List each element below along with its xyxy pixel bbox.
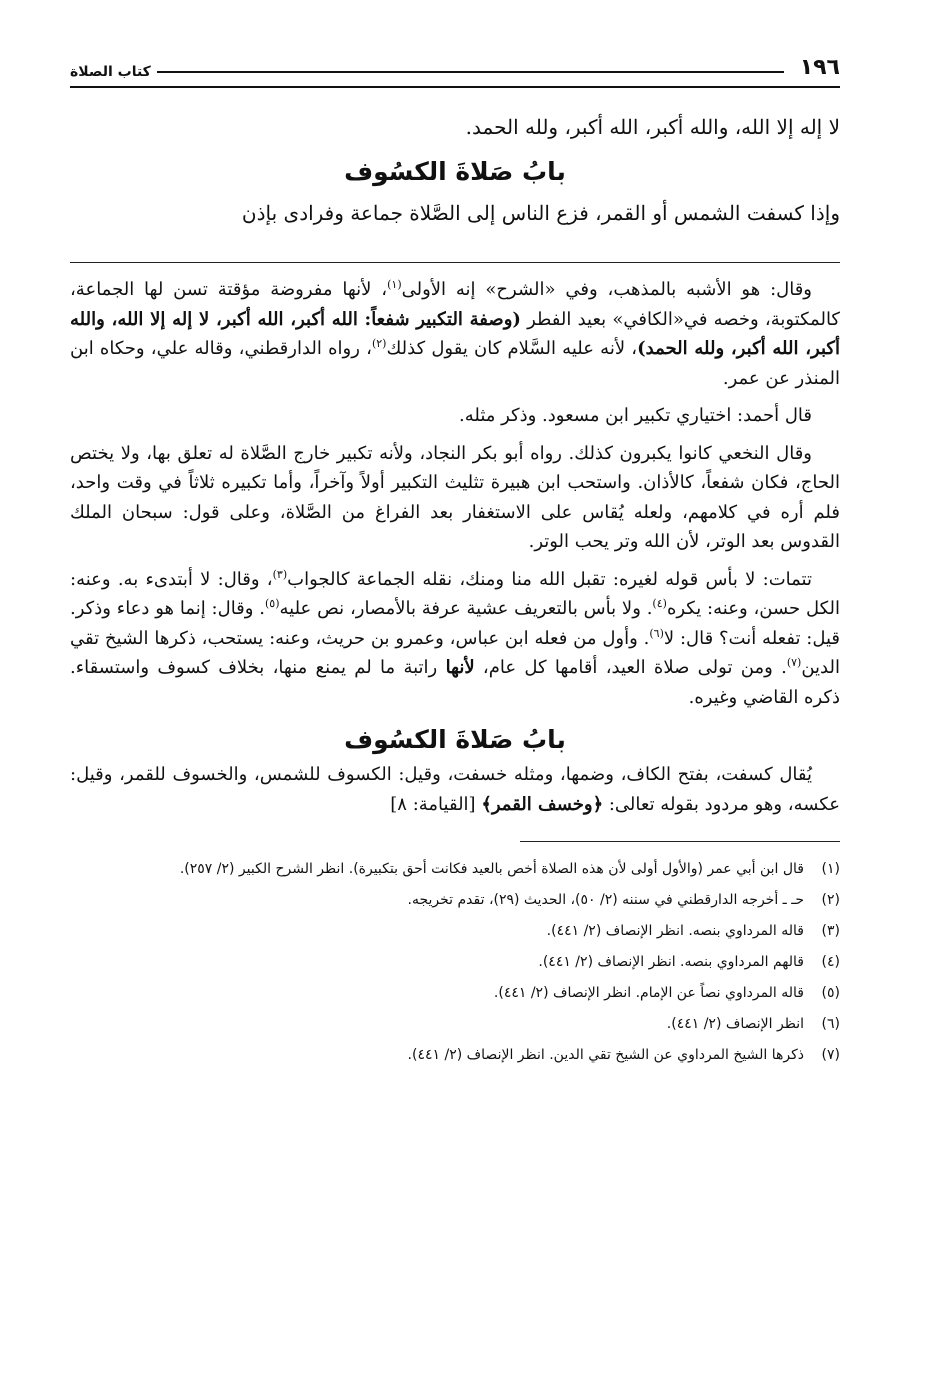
footnote-item [70,885,840,916]
commentary-paragraph-5 [70,760,840,819]
footnote-text: قاله المرداوي بنصه. انظر الإنصاف (٢/ ٤٤١). [546,923,804,939]
text-run: . ومن تولى صلاة العيد، أقامها كل عام، [474,657,787,678]
footnote-ref-6[interactable]: (٦) [649,626,664,640]
footnote-text: قاله المرداوي نصاً عن الإمام. انظر الإنصاف (٢/ ٤٤١). [493,985,804,1001]
text-run: . وأول من فعله ابن عباس، وعمرو بن حريث، وعنه: يستحب، ذكرها الشيخ تقي الدين [70,627,840,678]
footnote-text: قالهم المرداوي بنصه. انظر الإنصاف (٢/ ٤٤١). [538,954,804,970]
chapter-heading-eclipse: بابُ صَلاةَ الكسُوف [344,157,566,186]
footnote-ref-2[interactable]: (٢) [371,337,387,350]
header-rule [157,71,784,73]
matn-line-1: لا إله إلا الله، والله أكبر، الله أكبر، ولله الحمد. [465,115,840,139]
footnote-item [70,854,840,885]
footnote-number: (٥) [821,985,840,1001]
text-run: وقال: هو الأشبه بالمذهب، وفي «الشرح» إنه الأولى [401,279,812,300]
footnote-item [70,1009,840,1040]
footnote-ref-1[interactable]: (١) [387,278,402,291]
quran-quote: ﴿وخسف القمر﴾ [481,793,604,815]
footnote-text: قال ابن أبي عمر (والأول أولى لأن هذه الصلاة أخص بالعيد فكانت أحق بتكبيرة). انظر الشرح الكبير (٢/ ٢٥٧). [179,861,804,877]
book-page [70,52,840,1342]
main-text [70,106,840,234]
running-title: كتاب الصلاة [70,64,151,80]
footnote-ref-7[interactable]: (٧) [786,656,802,669]
commentary [70,275,840,819]
text-run: تتمات: لا بأس قوله لغيره: تقبل الله منا ومنك، نقله الجماعة كالجواب [287,568,812,590]
commentary-chapter-heading: بابُ صَلاةَ الكسُوف [344,725,566,754]
footnote-text: انظر الإنصاف (٢/ ٤٤١). [666,1016,804,1032]
matn-line-2: وإذا كسفت الشمس أو القمر، فزع الناس إلى الصَّلاة جماعة وفرادى بإذن [241,201,840,225]
commentary-paragraph-1 [70,275,840,393]
commentary-divider [70,262,840,263]
footnote-number: (٦) [821,1016,840,1032]
text-run: . ولا بأس بالتعريف عشية عرفة بالأمصار، نص عليه [279,598,653,619]
footnote-item [70,947,840,978]
footnote-divider [520,841,840,842]
footnote-item [70,978,840,1009]
footnote-ref-3[interactable]: (٣) [272,567,288,581]
text-run: يُقال كسفت، بفتح الكاف، وضمها، ومثله خسفت، وقيل: الكسوف للشمس، والخسوف للقمر، وقيل: عكسه، وهو مردود بقوله تعالى: [70,764,840,815]
header-divider [70,86,840,88]
commentary-paragraph-3: وقال النخعي كانوا يكبرون كذلك. رواه أبو بكر النجاد، ولأنه تكبير خارج الصَّلاة له تعلق بها، ولا يختص الحاج، فكان شفعاً، كالأذان. واستحب ابن هبيرة تثليث التكبير أولاً وآخراً، وأما تكبيره ثلاثاً في وقت واحد، فلم أره في كلامهم، ولعله يُقاس على الاستغفار بعد الفراغ من الصَّلاة، وعلى قول: سبحان الملك القدوس بعد الوتر، لأن الله وتر يحب الوتر. [70,442,840,552]
text-run: ، لأنها مفروضة مؤقتة تسن لها الجماعة، كالمكتوبة، وخصه في«الكافي» بعيد الفطر [70,279,840,330]
text-run: ، لأنه عليه السَّلام كان يقول كذلك [386,338,638,359]
footnote-number: (٢) [821,892,840,908]
footnote-item [70,916,840,947]
page-header [70,52,840,80]
commentary-paragraph-2: قال أحمد: اختياري تكبير ابن مسعود. وذكر مثله. [458,405,812,426]
text-run: ، وقال: لا أبتدىء به. وعنه: الكل حسن، وعنه: يكره [70,568,840,619]
takbir-formula: (وصفة التكبير شفعاً: الله أكبر، الله أكبر، لا إله إلا الله، والله أكبر، الله أكبر، ولله الحمد) [70,308,840,359]
footnote-number: (٧) [821,1047,840,1063]
footnote-item [70,1040,840,1071]
footnote-number: (٤) [821,954,840,970]
footnotes [70,854,840,1071]
text-run: ، رواه الدارقطني، وقاله علي، وحكاه ابن المنذر عن عمر. [70,338,840,389]
footnote-text: ذكرها الشيخ المرداوي عن الشيخ تقي الدين. انظر الإنصاف (٢/ ٤٤١). [407,1047,804,1063]
footnote-number: (٣) [821,923,840,939]
commentary-paragraph-4 [70,565,840,713]
page-number: ١٩٦ [799,55,840,80]
footnote-text: حـ ـ أخرجه الدارقطني في سننه (٢/ ٥٠)، الحديث (٢٩)، تقدم تخريجه. [407,892,804,908]
footnote-ref-5[interactable]: (٥) [265,597,280,610]
bold-word: لأنها [445,657,475,678]
text-run: . وقال: إنما هو دعاء وذكر. قيل: تفعله أنت؟ قال: لا [70,598,841,649]
footnote-number: (١) [821,861,840,877]
footnote-ref-4[interactable]: (٤) [652,597,667,610]
text-run: [القيامة: ٨] [390,793,482,815]
text-run: راتبة ما لم يمنع منها، بخلاف كسوف واستسقاء. ذكره القاضي وغيره. [70,657,840,708]
